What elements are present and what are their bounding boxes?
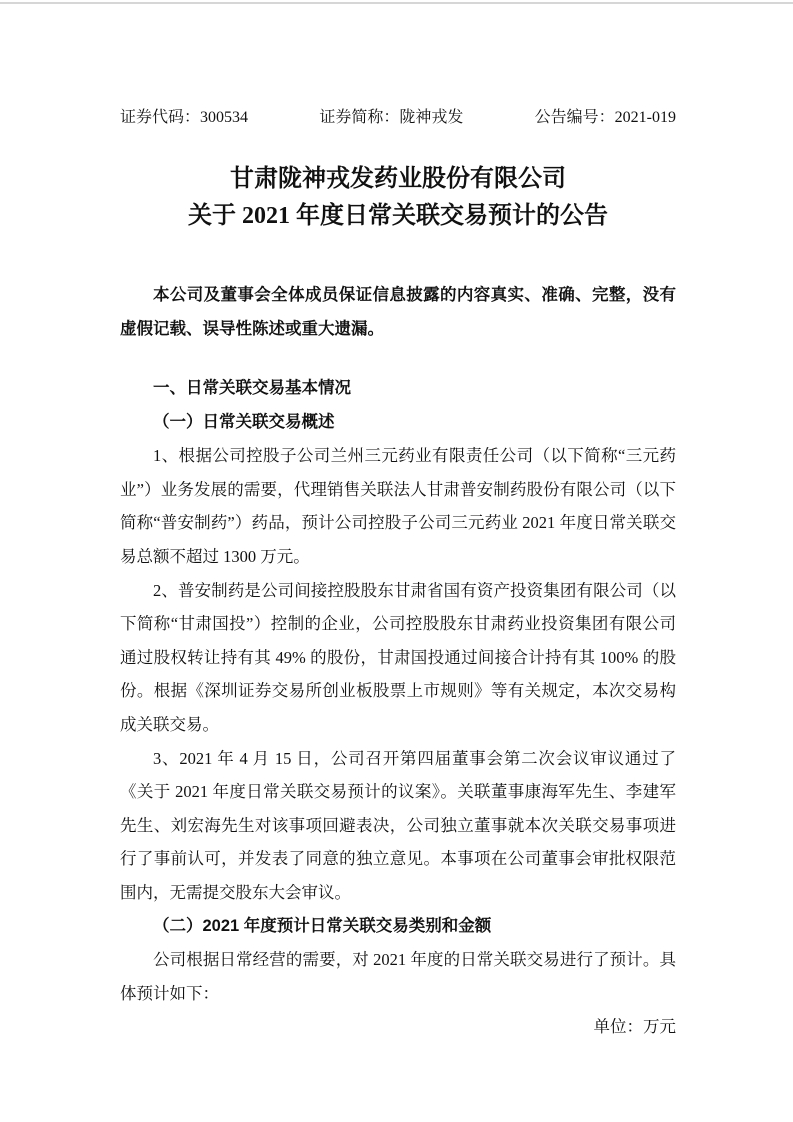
- paragraph-4: 公司根据日常经营的需要，对 2021 年度的日常关联交易进行了预计。具体预计如下：: [120, 950, 676, 1003]
- paragraph-2: 2、普安制药是公司间接控股股东甘肃省国有资产投资集团有限公司（以下简称“甘肃国投”）控制的企业，公司控股股东甘肃药业投资集团有限公司通过股权转让持有其 49% 的股份，甘肃国投通过间接合计持有其 100% 的股份。根据《深圳证券交易所创业板股票上市规则》等有关规定，本次交易构成关联交易。: [120, 580, 676, 734]
- securities-header-row: [120, 106, 676, 130]
- unit-note: 单位：万元: [593, 1017, 676, 1037]
- announcement-no-label: 公告编号：2021-019: [534, 109, 676, 126]
- paragraph-3: 3、2021 年 4 月 15 日，公司召开第四届董事会第二次会议审议通过了《关于 2021 年度日常关联交易预计的议案》。关联董事康海军先生、李建军先生、刘宏海先生对该事项回避表决，公司独立董事就本次关联交易事项进行了事前认可，并发表了同意的独立意见。本事项在公司董事会审批权限范围内，无需提交股东大会审议。: [120, 748, 676, 902]
- document-content: [120, 0, 676, 1044]
- doc-title-line-2: 关于 2021 年度日常关联交易预计的公告: [188, 203, 608, 229]
- disclaimer-statement: 本公司及董事会全体成员保证信息披露的内容真实、准确、完整，没有虚假记载、误导性陈述或重大遗漏。: [120, 286, 676, 338]
- stock-code-label: 证券代码：300534: [120, 109, 249, 126]
- subsection-2-heading: （二）2021 年度预计日常关联交易类别和金额: [153, 916, 492, 935]
- stock-abbr-label: 证券简称：陇神戎发: [319, 109, 464, 126]
- subsection-1-heading: （一）日常关联交易概述: [153, 412, 335, 431]
- document-body: [120, 372, 676, 1044]
- document-title: [120, 161, 676, 235]
- section-1-heading: 一、日常关联交易基本情况: [153, 379, 351, 397]
- doc-title-line-1: 甘肃陇神戎发药业股份有限公司: [230, 166, 566, 192]
- paragraph-1: 1、根据公司控股子公司兰州三元药业有限责任公司（以下简称“三元药业”）业务发展的需要，代理销售关联法人甘肃普安制药股份有限公司（以下简称“普安制药”）药品，预计公司控股子公司三元药业 2021 年度日常关联交易总额不超过 1300 万元。: [120, 446, 676, 566]
